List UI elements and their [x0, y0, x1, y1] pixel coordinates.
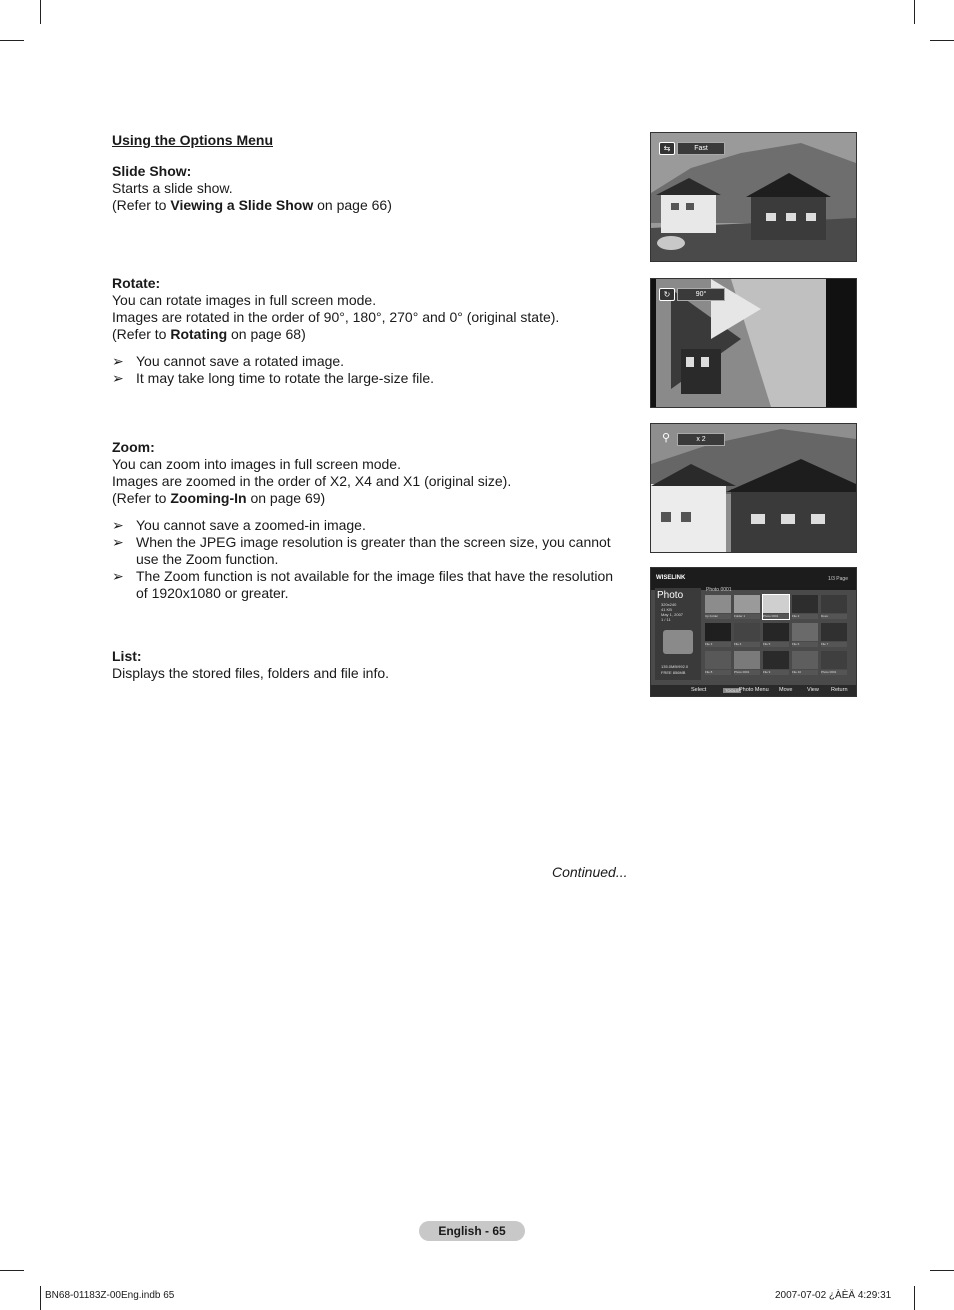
photo-thumb[interactable]: File 9	[763, 651, 789, 675]
photo-thumb[interactable]: File 2	[792, 595, 818, 619]
section-text: Displays the stored files, folders and file info.	[112, 665, 390, 681]
speed-indicator: Fast	[677, 142, 725, 155]
return-hint: Return	[831, 687, 848, 693]
print-file-info: BN68-01183Z-00Eng.indb 65	[45, 1290, 175, 1301]
note-list	[112, 353, 632, 387]
section-text: You can zoom into images in full screen mode.	[112, 456, 401, 472]
crop-mark	[40, 0, 41, 24]
note-list	[112, 517, 622, 602]
page-indicator: 1/3 Page	[827, 576, 848, 582]
thumbnail-grid	[705, 595, 851, 675]
photo-menu-hint: Photo Menu	[739, 687, 769, 693]
file-info: 320x240 41 KB May 1, 2007 1 / 11	[661, 602, 684, 622]
section-text: You can rotate images in full screen mode.	[112, 292, 377, 308]
arrow-icon: ➢	[112, 353, 124, 369]
arrow-icon: ➢	[112, 534, 124, 550]
crop-mark	[930, 1270, 954, 1271]
control-hints-bar	[651, 685, 856, 696]
photo-thumb[interactable]: File 4	[734, 623, 760, 647]
page-heading: Using the Options Menu	[112, 132, 273, 148]
print-date-info: 2007-07-02 ¿ÀÈÄ 4:29:31	[775, 1290, 892, 1301]
photo-thumb[interactable]: File 10	[792, 651, 818, 675]
arrow-icon: ➢	[112, 517, 124, 533]
section-text: Images are rotated in the order of 90°, 180°, 270° and 0° (original state).	[112, 309, 560, 325]
continued-note: Continued...	[552, 864, 628, 880]
crop-mark	[914, 1286, 915, 1310]
camera-icon	[663, 630, 693, 654]
storage-usage: 135.0MB/992.0 FREE 856MB	[661, 664, 689, 675]
page-heading-block	[112, 132, 632, 163]
section-reference: (Refer to Viewing a Slide Show on page 66)	[112, 197, 392, 213]
section-title: Rotate:	[112, 275, 161, 291]
wiselink-header	[651, 568, 856, 590]
crop-mark	[0, 40, 24, 41]
move-hint: Move	[779, 687, 793, 693]
section-reference: (Refer to Rotating on page 68)	[112, 326, 306, 342]
section-slideshow	[112, 163, 632, 214]
section-text: Images are zoomed in the order of X2, X4 and X1 (original size).	[112, 473, 512, 489]
tools-key: TOOLS	[725, 688, 739, 693]
slideshow-screenshot	[650, 132, 857, 262]
section-title: Zoom:	[112, 439, 155, 455]
note-item: ➢ It may take long time to rotate the large-size file.	[112, 370, 435, 386]
folder-thumb[interactable]: Up Folder	[705, 595, 731, 619]
section-rotate	[112, 275, 632, 401]
note-item: ➢ You cannot save a rotated image.	[112, 353, 345, 369]
photo-thumb[interactable]: Photo 0001	[763, 595, 789, 619]
view-hint: View	[807, 687, 819, 693]
photo-thumb[interactable]: Dove	[821, 595, 847, 619]
panel-title: Photo	[657, 590, 684, 601]
crop-mark	[914, 0, 915, 24]
arrow-icon: ➢	[112, 568, 124, 584]
page-number: English - 65	[419, 1221, 525, 1241]
arrow-icon: ➢	[112, 370, 124, 386]
folder-label: Photo 0001	[706, 587, 732, 593]
zoom-screenshot	[650, 423, 857, 553]
photo-thumb[interactable]: File 5	[763, 623, 789, 647]
info-panel	[655, 588, 701, 680]
magnifier-icon: ⚲	[661, 432, 671, 444]
rotate-icon: ↻	[659, 288, 675, 301]
section-list	[112, 648, 632, 682]
note-item: ➢ When the JPEG image resolution is greater than the screen size, you cannot use the Zoom function.	[112, 534, 611, 567]
zoom-indicator: x 2	[677, 433, 725, 446]
note-item: ➢ The Zoom function is not available for the image files that have the resolution of 1920x1080 or greater.	[112, 568, 614, 601]
folder-thumb[interactable]: Folder 1	[734, 595, 760, 619]
section-text: Starts a slide show.	[112, 180, 233, 196]
select-hint: Select	[691, 687, 707, 693]
slideshow-icon: ⇆	[659, 142, 675, 155]
photo-list-screenshot	[650, 567, 857, 697]
note-item: ➢ You cannot save a zoomed-in image.	[112, 517, 366, 533]
rotation-indicator: 90°	[677, 288, 725, 301]
photo-thumb[interactable]: File 3	[705, 623, 731, 647]
photo-thumb[interactable]: File 7	[821, 623, 847, 647]
section-zoom	[112, 439, 632, 616]
crop-mark	[930, 40, 954, 41]
photo-thumb[interactable]: File 8	[705, 651, 731, 675]
photo-thumb[interactable]: Photo 0001	[821, 651, 847, 675]
rotate-screenshot	[650, 278, 857, 408]
wiselink-logo: WISELINK	[656, 575, 686, 581]
crop-mark	[0, 1270, 24, 1271]
crop-mark	[40, 1286, 41, 1310]
photo-thumb[interactable]: Photo 0001	[734, 651, 760, 675]
photo-thumb[interactable]: File 6	[792, 623, 818, 647]
section-reference: (Refer to Zooming-In on page 69)	[112, 490, 326, 506]
section-title: Slide Show:	[112, 163, 192, 179]
section-title: List:	[112, 648, 142, 664]
